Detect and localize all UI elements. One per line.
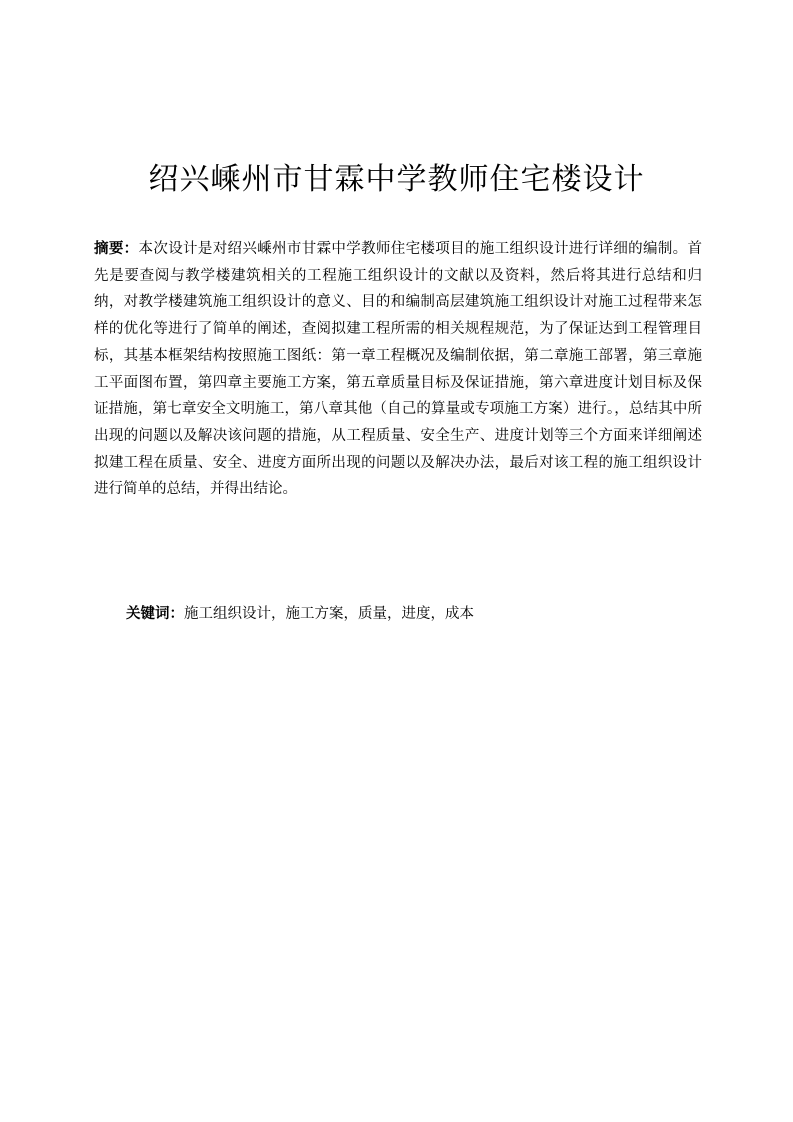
- abstract-paragraph: [94, 236, 702, 503]
- abstract-text: 本次设计是对绍兴嵊州市甘霖中学教师住宅楼项目的施工组织设计进行详细的编制。首先是要查阅与教学楼建筑相关的工程施工组织设计的文献以及资料，然后将其进行总结和归纳，对教学楼建筑施工组织设计的意义、目的和编制高层建筑施工组织设计对施工过程带来怎样的优化等进行了简单的阐述，查阅拟建工程所需的相关规程规范，为了保证达到工程管理目标，其基本框架结构按照施工图纸：第一章工程概况及编制依据，第二章施工部署，第三章施工平面图布置，第四章主要施工方案，第五章质量目标及保证措施，第六章进度计划目标及保证措施，第七章安全文明施工，第八章其他（自己的算量或专项施工方案）进行。，总结其中所出现的问题以及解决该问题的措施，从工程质量、安全生产、进度计划等三个方面来详细阐述拟建工程在质量、安全、进度方面所出现的问题以及解决办法，最后对该工程的施工组织设计进行简单的总结，并得出结论。: [94, 241, 702, 498]
- keywords-text: 施工组织设计，施工方案，质量，进度，成本: [184, 606, 474, 622]
- keywords-paragraph: [126, 601, 702, 627]
- keywords-label: 关键词：: [126, 606, 184, 622]
- abstract-label: 摘要：: [94, 241, 139, 257]
- page-title: 绍兴嵊州市甘霖中学教师住宅楼设计: [148, 162, 645, 197]
